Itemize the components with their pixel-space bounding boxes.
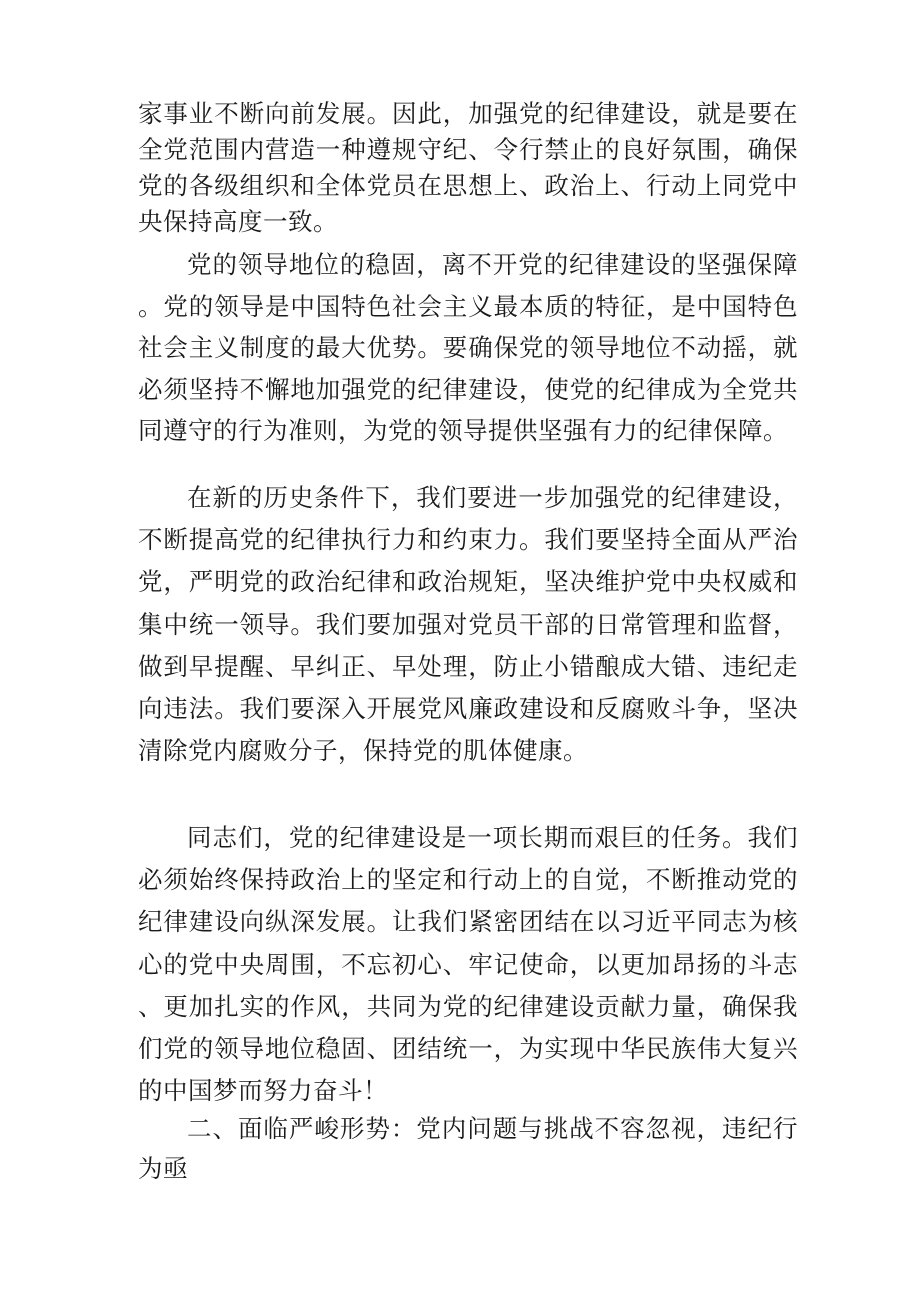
section-heading-2: 二、面临严峻形势：党内问题与挑战不容忽视，违纪行为亟 (138, 1114, 798, 1183)
paragraph-new-conditions-block (138, 477, 798, 772)
paragraph-1: 家事业不断向前发展。因此，加强党的纪律建设，就是要在全党范围内营造一种遵规守纪、令行禁止的良好氛围，确保党的各级组织和全体党员在思想上、政治上、行动上同党中央保持高度一致。 (138, 99, 798, 236)
paragraph-2: 党的领导地位的稳固，离不开党的纪律建设的坚强保障。党的领导是中国特色社会主义最本质的特征，是中国特色社会主义制度的最大优势。要确保党的领导地位不动摇，就必须坚持不懈地加强党的纪律建设，使党的纪律成为全党共同遵守的行为准则，为党的领导提供坚强有力的纪律保障。 (138, 250, 798, 445)
paragraph-comrades-block (138, 817, 798, 1112)
paragraph-4: 同志们，党的纪律建设是一项长期而艰巨的任务。我们必须始终保持政治上的坚定和行动上的自觉，不断推动党的纪律建设向纵深发展。让我们紧密团结在以习近平同志为核心的党中央周围，不忘初心、牢记使命，以更加昂扬的斗志、更加扎实的作风，共同为党的纪律建设贡献力量，确保我们党的领导地位稳固、团结统一，为实现中华民族伟大复兴的中国梦而努力奋斗！ (138, 823, 798, 1106)
paragraph-3: 在新的历史条件下，我们要进一步加强党的纪律建设，不断提高党的纪律执行力和约束力。我们要坚持全面从严治党，严明党的政治纪律和政治规矩，坚决维护党中央权威和集中统一领导。我们要加强对党员干部的日常管理和监督，做到早提醒、早纠正、早处理，防止小错酿成大错、违纪走向违法。我们要深入开展党风廉政建设和反腐败斗争，坚决清除党内腐败分子，保持党的肌体健康。 (138, 483, 798, 766)
paragraph-continuation (138, 96, 798, 240)
paragraph-leadership-block (138, 244, 798, 452)
section-heading-block (138, 1109, 798, 1189)
